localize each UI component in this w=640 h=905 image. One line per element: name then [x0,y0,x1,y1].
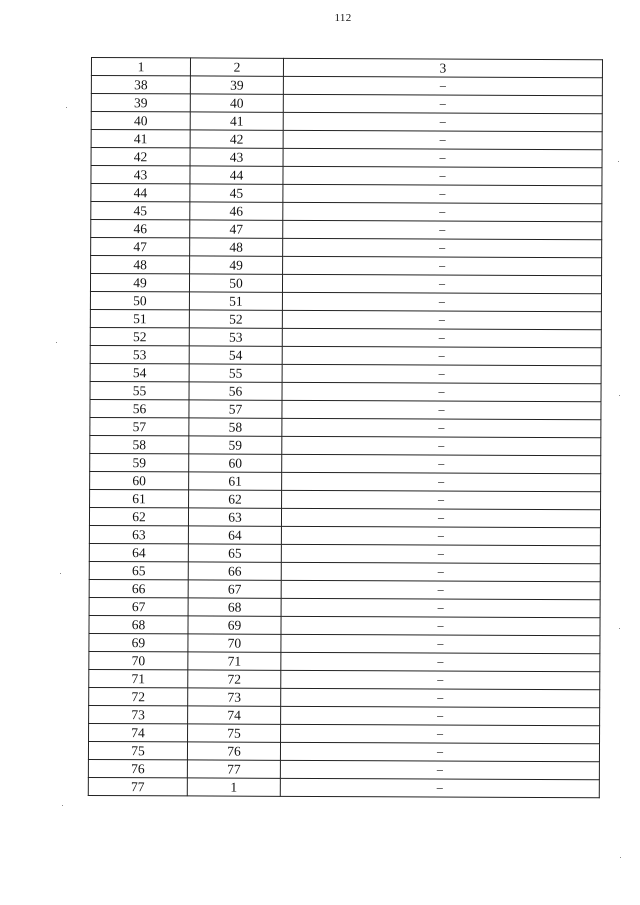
table-cell-dash: – [280,760,599,779]
table-cell: 71 [89,669,188,687]
table-row [90,309,601,329]
table-row [89,579,600,599]
table-cell: 44 [91,184,190,202]
scan-speck [619,395,620,396]
table-cell: 66 [188,562,281,580]
table-cell: 1 [187,778,280,796]
table-cell-dash: – [283,112,602,131]
table-cell: 49 [190,256,283,274]
table-row [90,435,601,455]
table-cell: 48 [190,238,283,256]
table-cell: 64 [89,543,188,561]
table-row [89,687,600,707]
table-cell: 40 [91,112,190,130]
table-cell: 62 [189,490,282,508]
table-cell: 61 [189,472,282,490]
table-cell: 67 [188,580,281,598]
table-cell-dash: – [280,778,599,797]
page-number: 112 [334,12,352,24]
scan-speck [60,573,61,574]
column-header: 3 [283,58,602,77]
table-cell-dash: – [281,562,600,581]
table-cell-dash: – [281,616,600,635]
table-cell: 50 [189,274,282,292]
table-cell: 51 [90,309,189,327]
table-cell: 56 [90,399,189,417]
table-cell: 67 [89,597,188,615]
table-row [91,184,602,204]
table-cell: 39 [190,76,283,94]
table-cell: 72 [188,670,281,688]
table-cell: 42 [91,148,190,166]
table-cell-dash: – [282,274,601,293]
table-cell: 56 [189,382,282,400]
table-cell: 77 [187,760,280,778]
scan-speck [618,161,619,162]
table-cell-dash: – [282,400,601,419]
scan-speck [619,628,620,629]
table-cell: 59 [189,436,282,454]
data-table [88,57,603,798]
table-cell-dash: – [281,706,600,725]
table-row [90,274,601,294]
table-cell-dash: – [283,184,602,203]
table-cell: 72 [89,687,188,705]
table-cell-dash: – [283,220,602,239]
table-cell: 51 [189,292,282,310]
table-cell: 38 [91,76,190,94]
table-cell-dash: – [282,454,601,473]
table-row [91,166,602,186]
table-cell: 63 [188,508,281,526]
table-body [88,76,602,798]
table-cell: 64 [188,526,281,544]
table-cell: 50 [90,291,189,309]
table-row [90,327,601,347]
table-row [91,256,602,276]
table-cell: 70 [89,651,188,669]
table-row [91,130,602,150]
table-cell: 43 [190,148,283,166]
table-row [89,615,600,635]
table-cell: 76 [187,742,280,760]
table-cell: 46 [190,202,283,220]
scan-speck [620,857,621,858]
table-cell: 41 [91,130,190,148]
table-cell: 74 [89,723,188,741]
table-cell: 39 [91,94,190,112]
table-row [91,94,602,114]
table-cell: 49 [90,274,189,292]
table-cell: 73 [89,705,188,723]
table-cell: 53 [189,328,282,346]
table-cell: 58 [90,435,189,453]
table-cell: 54 [189,346,282,364]
table-cell: 40 [190,94,283,112]
table-cell: 47 [190,220,283,238]
table-cell: 68 [188,598,281,616]
table-cell: 48 [91,256,190,274]
table-row [89,705,600,725]
table-cell: 46 [91,220,190,238]
table-cell: 74 [188,706,281,724]
table-cell: 61 [90,489,189,507]
table-cell-dash: – [282,418,601,437]
table-cell: 54 [90,363,189,381]
table-cell: 42 [190,130,283,148]
table-row [91,76,602,96]
table-row [90,363,601,383]
table-cell-dash: – [281,526,600,545]
table-row [89,507,600,527]
table-row [88,777,599,797]
table-row [89,597,600,617]
table-cell: 73 [188,688,281,706]
table-cell: 70 [188,634,281,652]
table-row [90,489,601,509]
scan-speck [56,342,57,343]
table-cell-dash: – [281,652,600,671]
table-cell-dash: – [283,76,602,95]
table-row [89,633,600,653]
table-cell-dash: – [283,256,602,275]
column-header: 1 [91,58,190,76]
table-cell: 55 [189,364,282,382]
table-cell: 62 [89,507,188,525]
table-cell-dash: – [282,490,601,509]
table-row [89,651,600,671]
table-cell-dash: – [281,544,600,563]
table-cell: 45 [91,202,190,220]
table-cell-dash: – [281,688,600,707]
table-cell-dash: – [283,130,602,149]
table-row [89,723,600,743]
table-row [90,471,601,491]
table-cell: 65 [188,544,281,562]
table-cell-dash: – [282,364,601,383]
table-cell: 63 [89,525,188,543]
table-cell-dash: – [282,382,601,401]
table-cell-dash: – [282,292,601,311]
table-row [91,202,602,222]
table-cell: 58 [189,418,282,436]
table-header-row [91,58,602,78]
table-cell: 75 [188,724,281,742]
table-row [89,669,600,689]
table-cell: 59 [90,453,189,471]
table-cell: 43 [91,166,190,184]
table-row [90,291,601,311]
table-cell: 41 [190,112,283,130]
table-cell: 75 [88,741,187,759]
table-cell-dash: – [282,328,601,347]
table-cell-dash: – [282,436,601,455]
table-cell-dash: – [280,742,599,761]
table-cell-dash: – [283,202,602,221]
table-cell: 76 [88,759,187,777]
table-cell-dash: – [282,472,601,491]
table-row [89,525,600,545]
table-row [91,220,602,240]
table-cell: 77 [88,777,187,795]
table-cell-dash: – [283,148,602,167]
table-cell-dash: – [282,310,601,329]
table-cell: 52 [90,327,189,345]
table-cell-dash: – [281,670,600,689]
table-cell: 69 [89,633,188,651]
table-cell: 53 [90,345,189,363]
table-cell-dash: – [282,346,601,365]
table-cell: 71 [188,652,281,670]
table-cell: 68 [89,615,188,633]
table-cell-dash: – [281,634,600,653]
table-cell: 69 [188,616,281,634]
table-cell: 55 [90,381,189,399]
table-row [90,345,601,365]
table-cell: 57 [90,417,189,435]
table-cell-dash: – [281,580,600,599]
table-row [90,453,601,473]
table-row [90,381,601,401]
table-row [88,741,599,761]
column-header: 2 [190,58,283,76]
table-cell-dash: – [281,508,600,527]
table-cell: 45 [190,184,283,202]
table-cell-dash: – [283,94,602,113]
table-row [89,543,600,563]
table-cell: 44 [190,166,283,184]
scan-speck [66,107,67,108]
scan-speck [62,805,63,806]
table-cell: 66 [89,579,188,597]
table-cell: 60 [90,471,189,489]
table-cell-dash: – [281,724,600,743]
table-row [91,148,602,168]
table-row [91,238,602,258]
table-row [88,759,599,779]
table-cell-dash: – [283,238,602,257]
table-cell: 65 [89,561,188,579]
table-row [91,112,602,132]
table-cell: 47 [91,238,190,256]
table-cell: 52 [189,310,282,328]
table-row [89,561,600,581]
table-cell-dash: – [281,598,600,617]
table-cell: 57 [189,400,282,418]
table-cell: 60 [189,454,282,472]
table-row [90,399,601,419]
table-cell-dash: – [283,166,602,185]
table-row [90,417,601,437]
